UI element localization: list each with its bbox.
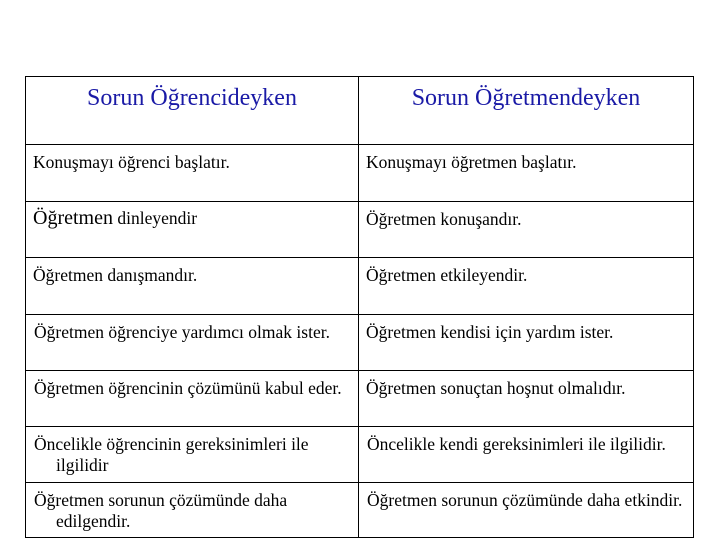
- table-cell: [359, 371, 694, 427]
- table-row: [26, 483, 694, 538]
- header-teacher-label: Sorun Öğretmendeyken: [411, 85, 641, 111]
- table-cell: [359, 145, 694, 202]
- table-cell: [26, 258, 359, 315]
- cell-text: Öğretmen öğrencinin çözümünü kabul eder.: [34, 378, 342, 398]
- table-row: [26, 315, 694, 371]
- cell-text: Öğretmen sorunun çözümünde daha edilgendir.: [34, 490, 288, 531]
- table-header-row: [26, 77, 694, 145]
- table-cell: [26, 483, 359, 538]
- cell-text: Öğretmen konuşandır.: [366, 209, 522, 229]
- table-cell: [359, 483, 694, 538]
- comparison-table: [25, 76, 694, 538]
- table-row: [26, 427, 694, 483]
- cell-text: Öğretmen sonuçtan hoşnut olmalıdır.: [366, 378, 626, 398]
- header-student-label: Sorun Öğrencideyken: [87, 85, 297, 111]
- cell-text: Öncelikle öğrencinin gereksinimleri ile ilgilidir: [34, 434, 309, 475]
- table-cell: [26, 145, 359, 202]
- cell-text: [26, 202, 358, 229]
- table-cell: [26, 427, 359, 483]
- cell-text: Öğretmen öğrenciye yardımcı olmak ister.: [34, 322, 330, 342]
- cell-text: Öğretmen etkileyendir.: [366, 265, 528, 285]
- cell-text: Öğretmen kendisi için yardım ister.: [366, 322, 614, 342]
- cell-text-rest: dinleyendir: [112, 208, 198, 228]
- table-row: [26, 371, 694, 427]
- table-cell: [26, 315, 359, 371]
- cell-text: Öğretmen sorunun çözümünde daha etkindir.: [367, 490, 683, 510]
- cell-text: Konuşmayı öğrenci başlatır.: [33, 152, 230, 172]
- table-cell: [359, 258, 694, 315]
- table-cell: [26, 202, 359, 258]
- table-cell: [359, 315, 694, 371]
- header-student: [26, 77, 359, 145]
- table-cell: [26, 371, 359, 427]
- cell-text: Öncelikle kendi gereksinimleri ile ilgilidir.: [367, 434, 666, 454]
- cell-text-big: Öğretmen: [33, 207, 113, 229]
- table-row: [26, 258, 694, 315]
- table-row: [26, 145, 694, 202]
- table-cell: [359, 202, 694, 258]
- table-row: [26, 202, 694, 258]
- cell-text: Konuşmayı öğretmen başlatır.: [366, 152, 577, 172]
- cell-text: Öğretmen danışmandır.: [33, 265, 198, 285]
- table-cell: [359, 427, 694, 483]
- header-teacher: [359, 77, 694, 145]
